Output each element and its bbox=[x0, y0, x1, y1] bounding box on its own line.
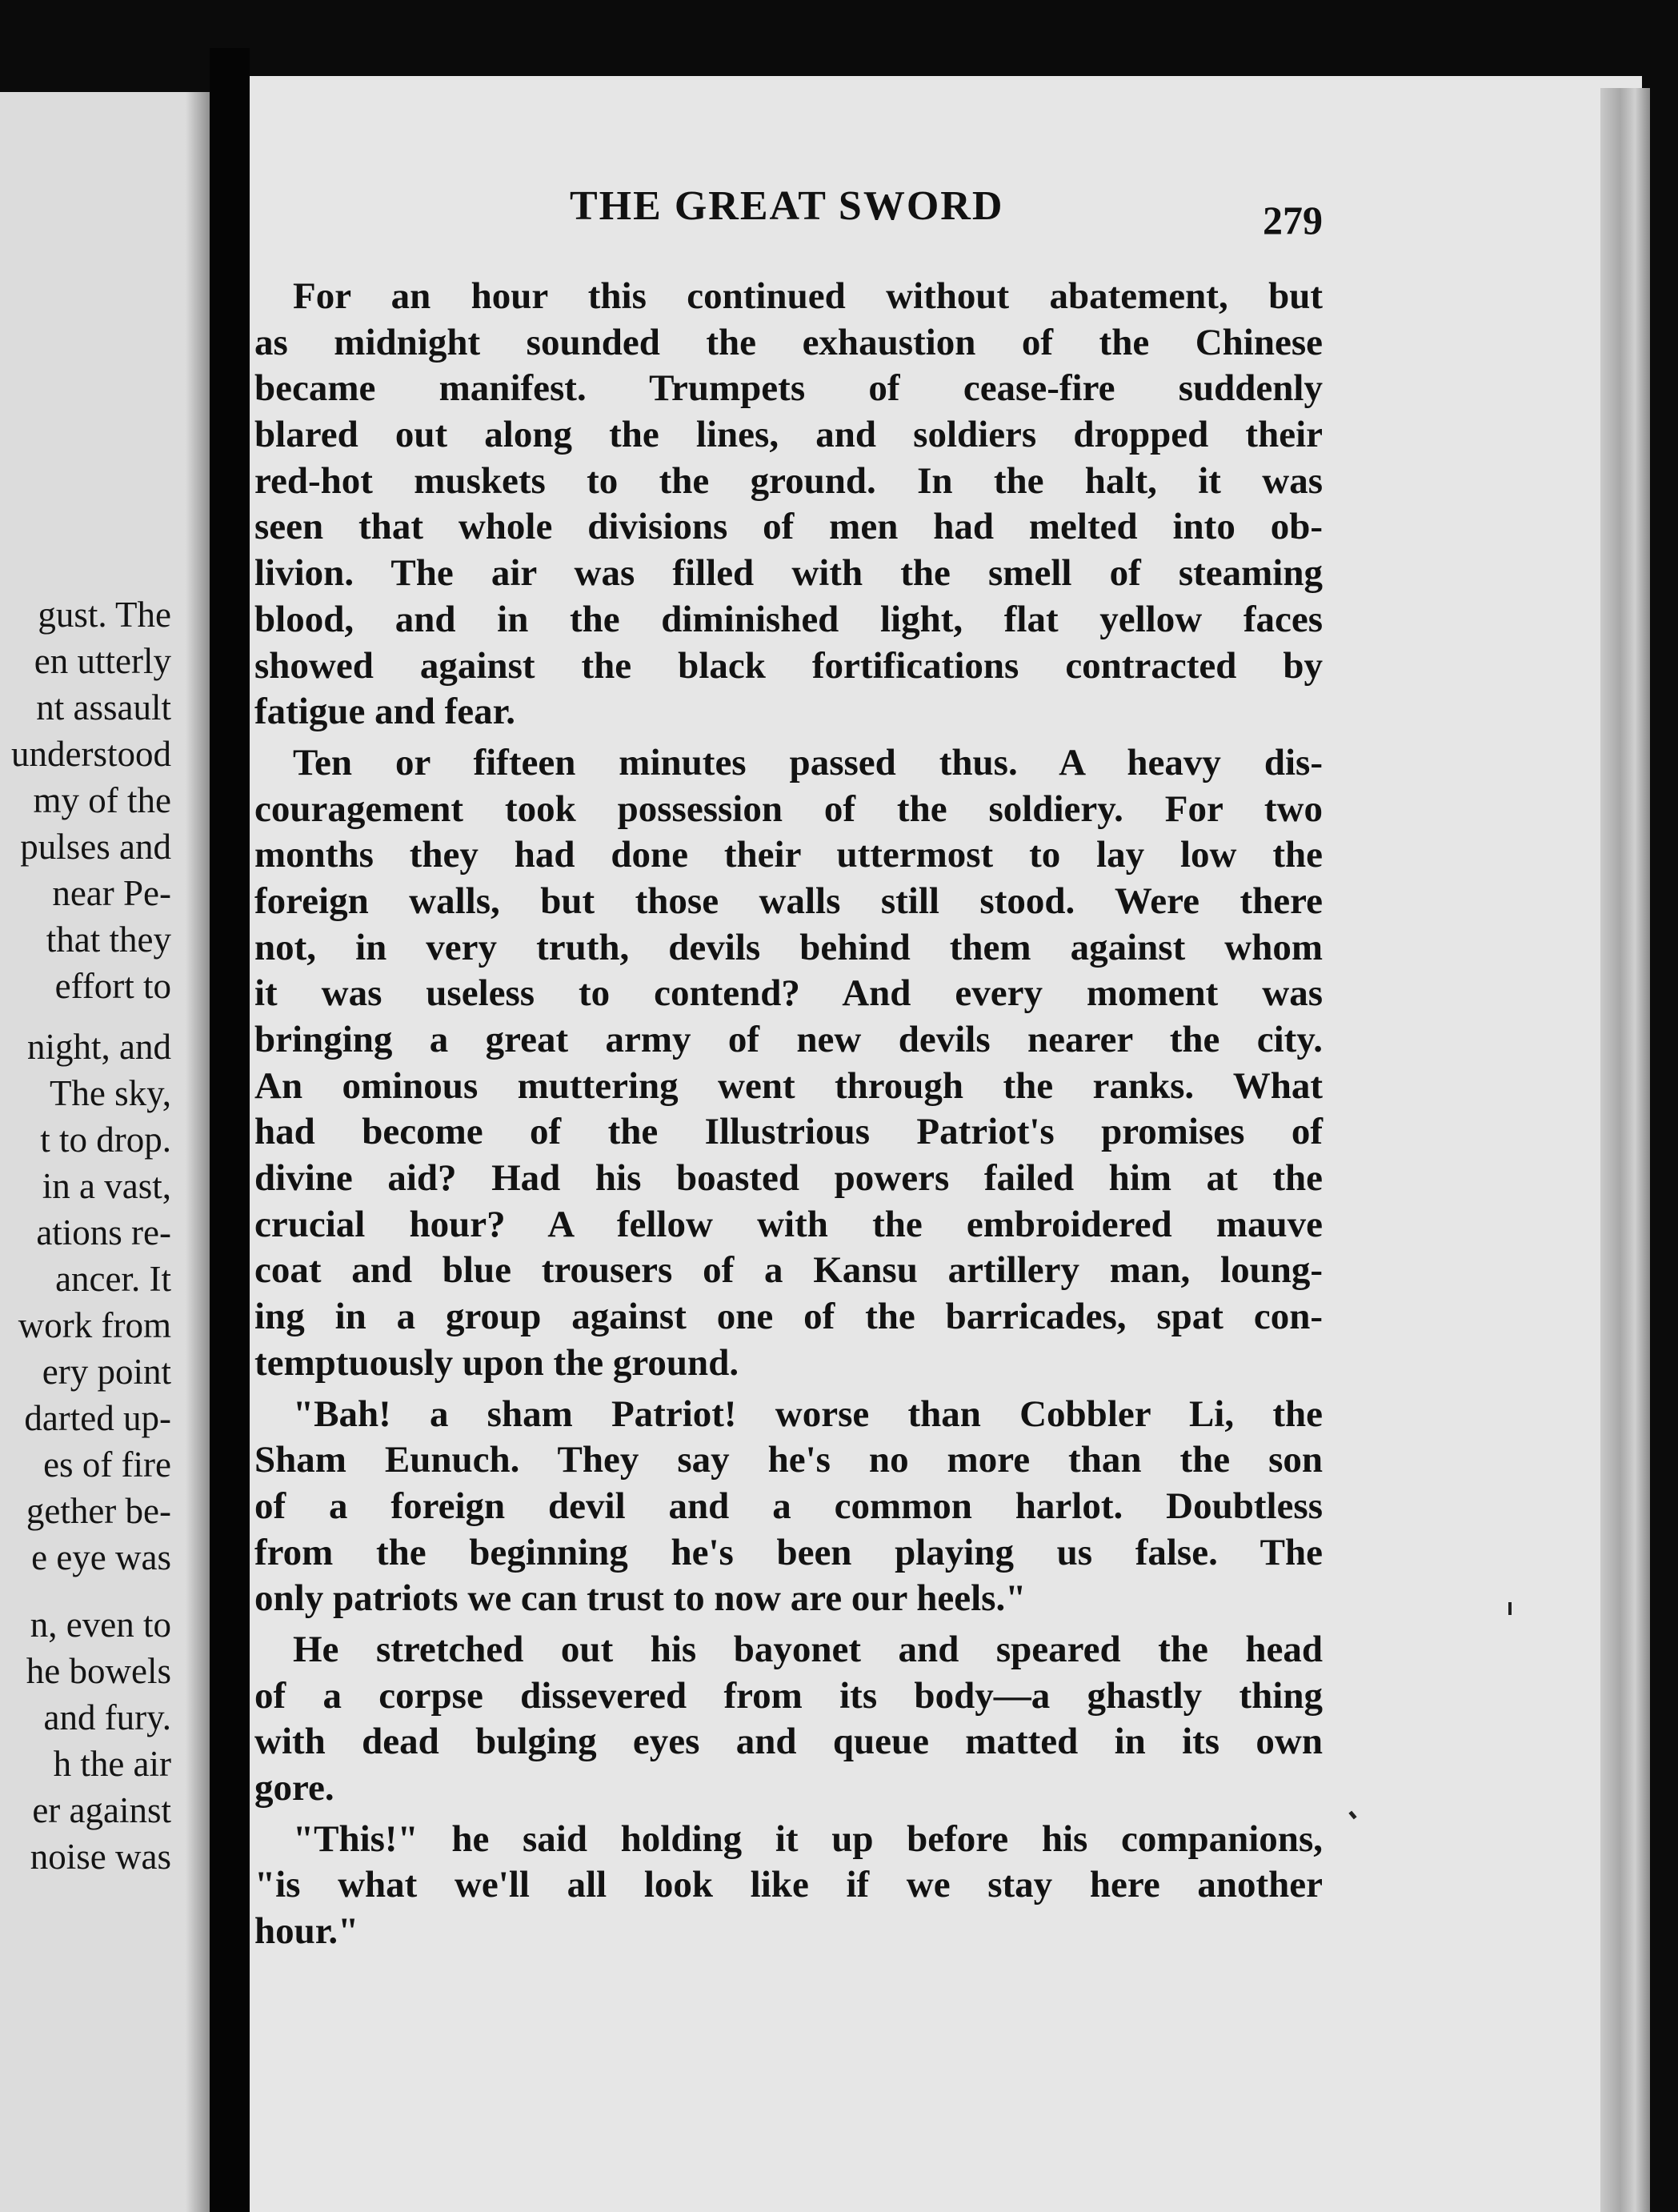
left-page-line: e eye was bbox=[31, 1537, 171, 1577]
text-line: bringing a great army of new devils nearer the city. bbox=[254, 1019, 1323, 1060]
text-line: For an hour this continued without abatement, but bbox=[293, 275, 1323, 317]
text-line: Sham Eunuch. They say he's no more than the son bbox=[254, 1439, 1323, 1481]
left-page-line: near Pe- bbox=[52, 873, 171, 913]
text-line: had become of the Illustrious Patriot's promises of bbox=[254, 1111, 1323, 1153]
left-page-line: nt assault bbox=[36, 687, 171, 727]
left-page-line: that they bbox=[46, 920, 171, 960]
text-line: showed against the black fortifications contracted by bbox=[254, 644, 1323, 687]
text-line: temptuously upon the ground. bbox=[254, 1341, 739, 1384]
text-line: crucial hour? A fellow with the embroidered mauve bbox=[254, 1203, 1323, 1245]
text-line: of a foreign devil and a common harlot. Doubtless bbox=[254, 1485, 1323, 1527]
scan-speck bbox=[1508, 1602, 1512, 1615]
text-line: from the beginning he's been playing us false. The bbox=[254, 1531, 1323, 1573]
text-line: blood, and in the diminished light, flat yellow faces bbox=[254, 598, 1323, 640]
left-page-line: he bowels bbox=[26, 1651, 171, 1691]
text-line: only patriots we can trust to now are our heels." bbox=[254, 1577, 1027, 1620]
paragraph bbox=[254, 274, 1323, 735]
text-line: with dead bulging eyes and queue matted in its own bbox=[254, 1721, 1323, 1763]
left-page-line: ery point bbox=[42, 1352, 171, 1392]
left-page-line: gust. The bbox=[38, 595, 171, 635]
text-line: divine aid? Had his boasted powers failed him at the bbox=[254, 1157, 1323, 1200]
left-page-line: noise was bbox=[30, 1837, 171, 1877]
body-text bbox=[254, 274, 1323, 1955]
left-page-line: my of the bbox=[33, 780, 171, 820]
left-page-line: h the air bbox=[53, 1744, 171, 1784]
left-page-line: in a vast, bbox=[42, 1166, 171, 1206]
text-line: couragement took possession of the soldiery. For two bbox=[254, 787, 1323, 830]
text-line: livion. The air was filled with the smell of steaming bbox=[254, 552, 1323, 595]
left-page-line: effort to bbox=[54, 966, 171, 1006]
left-page-line: es of fire bbox=[43, 1445, 171, 1485]
text-line: He stretched out his bayonet and speared the head bbox=[293, 1628, 1323, 1670]
left-page-line: t to drop. bbox=[40, 1120, 171, 1160]
left-page-line: gether be- bbox=[26, 1491, 171, 1531]
paragraph bbox=[254, 1627, 1323, 1812]
text-line: red-hot muskets to the ground. In the halt, it was bbox=[254, 459, 1323, 502]
text-line: it was useless to contend? And every moment was bbox=[254, 972, 1323, 1015]
left-page-line: n, even to bbox=[30, 1605, 171, 1645]
text-line: seen that whole divisions of men had melted into ob- bbox=[254, 506, 1323, 548]
paragraph bbox=[254, 1817, 1323, 1955]
paragraph bbox=[254, 740, 1323, 1387]
text-line: months they had done their uttermost to lay low the bbox=[254, 834, 1323, 876]
text-line: hour." bbox=[254, 1910, 359, 1953]
left-page-line: night, and bbox=[27, 1027, 171, 1067]
paragraph bbox=[254, 1392, 1323, 1622]
text-line: became manifest. Trumpets of cease-fire suddenly bbox=[254, 367, 1323, 410]
left-facing-page bbox=[0, 92, 210, 2212]
text-line: fatigue and fear. bbox=[254, 691, 515, 733]
left-page-line: pulses and bbox=[20, 827, 171, 867]
left-page-line: ations re- bbox=[36, 1212, 171, 1252]
text-line: blared out along the lines, and soldiers dropped their bbox=[254, 414, 1323, 456]
page-edge-stack bbox=[1600, 88, 1650, 2212]
text-line: gore. bbox=[254, 1767, 334, 1809]
book-gutter bbox=[210, 48, 250, 2212]
text-line: coat and blue trousers of a Kansu artillery man, loung- bbox=[254, 1249, 1323, 1292]
left-page-line: understood bbox=[11, 734, 171, 774]
page-number: 279 bbox=[1263, 198, 1323, 242]
text-line: "This!" he said holding it up before his companions, bbox=[293, 1817, 1323, 1860]
gutter-shadow bbox=[186, 92, 210, 2212]
text-line: An ominous muttering went through the ranks. What bbox=[254, 1064, 1323, 1107]
left-page-line: er against bbox=[32, 1790, 171, 1830]
text-line: ing in a group against one of the barricades, spat con- bbox=[254, 1296, 1323, 1338]
left-page-line: work from bbox=[18, 1305, 171, 1345]
left-page-line: and fury. bbox=[43, 1697, 171, 1737]
text-line: "is what we'll all look like if we stay here another bbox=[254, 1864, 1323, 1906]
text-line: not, in very truth, devils behind them against whom bbox=[254, 926, 1323, 968]
text-line: of a corpse dissevered from its body—a ghastly thing bbox=[254, 1674, 1323, 1717]
text-line: foreign walls, but those walls still stood. Were there bbox=[254, 880, 1323, 922]
left-page-line: en utterly bbox=[34, 641, 171, 681]
left-page-line: The sky, bbox=[49, 1073, 171, 1113]
running-head: THE GREAT SWORD bbox=[570, 183, 1004, 229]
text-line: Ten or fifteen minutes passed thus. A heavy dis- bbox=[293, 741, 1323, 783]
text-line: as midnight sounded the exhaustion of the Chinese bbox=[254, 321, 1323, 363]
left-page-line: ancer. It bbox=[55, 1259, 171, 1299]
left-page-line: darted up- bbox=[24, 1398, 171, 1438]
text-line: "Bah! a sham Patriot! worse than Cobbler Li, the bbox=[293, 1393, 1323, 1435]
